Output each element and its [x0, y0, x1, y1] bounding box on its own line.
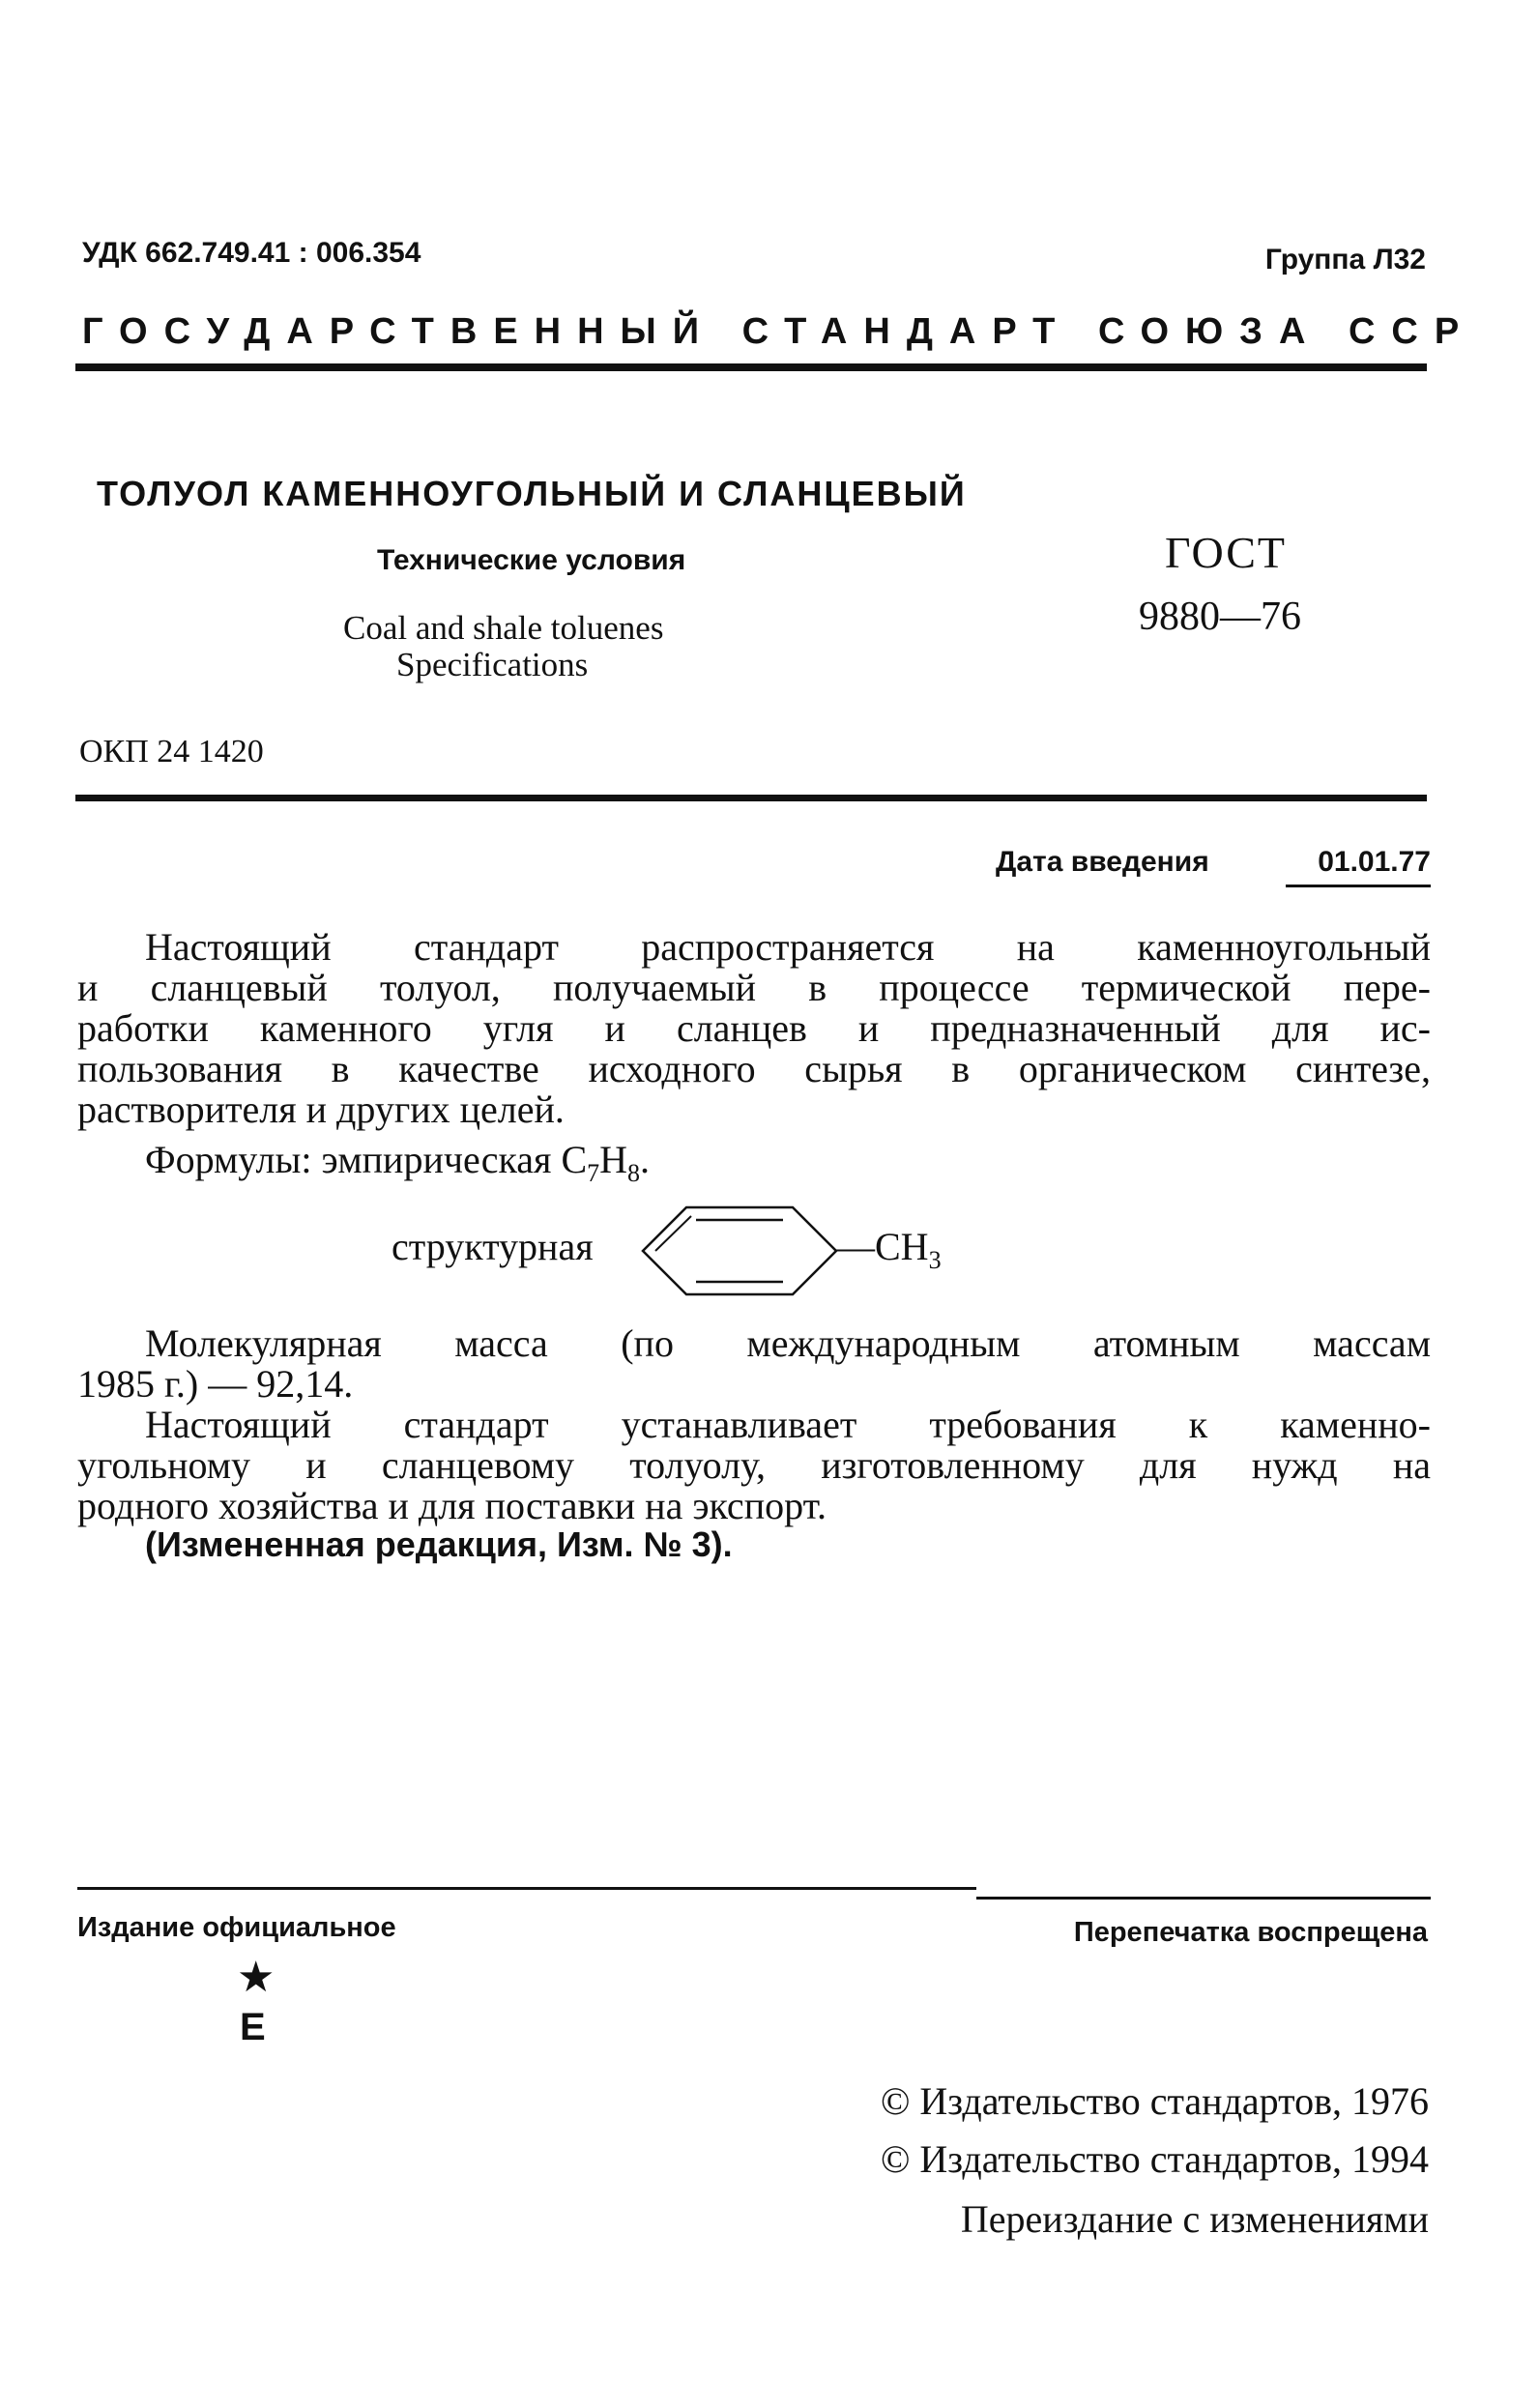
reissue-note: Переиздание с изменениями [960, 2197, 1429, 2241]
paragraph-line: Молекулярная масса (по международным атомным массам [145, 1321, 1431, 1365]
paragraph-line: и сланцевый толуол, получаемый в процессе термической пере- [77, 966, 1431, 1009]
paragraph-line: пользования в качестве исходного сырья в органическом синтезе, [77, 1047, 1431, 1090]
group-code: Группа Л32 [1264, 244, 1426, 276]
star-icon: ★ [237, 1954, 276, 2001]
subtitle-english-line1: Coal and shale toluenes [343, 609, 664, 647]
methyl-group-subscript: 3 [928, 1246, 942, 1274]
empirical-formula-h: H [599, 1138, 628, 1181]
empirical-formula-label: Формулы: эмпирическая [145, 1138, 552, 1181]
paragraph-line: угольному и сланцевому толуолу, изготовленному для нужд на [77, 1443, 1431, 1487]
official-edition-label: Издание официальное [77, 1912, 396, 1943]
copyright-1976: © Издательство стандартов, 1976 [880, 2079, 1429, 2123]
benzene-ring-diagram [638, 1203, 841, 1299]
footer-rule-right [976, 1897, 1431, 1900]
paragraph-line: родного хозяйства и для поставки на экспорт. [77, 1484, 827, 1527]
methyl-group-text: —CH [836, 1225, 929, 1268]
empirical-formula [145, 1138, 651, 1193]
document-title: ТОЛУОЛ КАМЕННОУГОЛЬНЫЙ И СЛАНЦЕВЫЙ [97, 474, 967, 513]
paragraph-line: растворителя и других целей. [77, 1088, 565, 1131]
intro-date-value: 01.01.77 [1286, 846, 1431, 887]
paragraph-line: Настоящий стандарт распространяется на каменноугольный [145, 925, 1431, 969]
header-rule [75, 363, 1427, 371]
edition-letter: Е [240, 2006, 266, 2048]
udk-code: УДК 662.749.41 : 006.354 [82, 237, 421, 269]
reprint-prohibited-label: Перепечатка воспрещена [1073, 1917, 1428, 1948]
empirical-formula-c-subscript: 7 [587, 1159, 600, 1187]
okp-code: ОКП 24 1420 [79, 734, 264, 769]
title-block-rule [75, 795, 1427, 801]
subtitle-english-line2: Specifications [396, 646, 589, 683]
paragraph-line: работки каменного угля и сланцев и предназначенный для ис- [77, 1006, 1431, 1050]
paragraph-line: 1985 г.) — 92,14. [77, 1362, 354, 1406]
structural-formula-label: структурная [392, 1225, 594, 1268]
state-standard-heading: ГОСУДАРСТВЕННЫЙ СТАНДАРТ СОЮЗА ССР [82, 311, 1476, 352]
paragraph-line: Настоящий стандарт устанавливает требования к каменно- [145, 1403, 1431, 1446]
empirical-formula-end: . [640, 1138, 651, 1181]
gost-label: ГОСТ [1165, 528, 1288, 577]
amendment-note: (Измененная редакция, Изм. № 3). [145, 1524, 733, 1564]
footer-rule-left [77, 1887, 976, 1890]
gost-number: 9880—76 [1139, 595, 1301, 639]
subtitle-russian: Технические условия [377, 544, 686, 576]
methyl-group [836, 1225, 942, 1280]
intro-date-label: Дата введения [996, 846, 1209, 878]
copyright-1994: © Издательство стандартов, 1994 [880, 2137, 1429, 2181]
empirical-formula-c: C [561, 1138, 588, 1181]
empirical-formula-h-subscript: 8 [627, 1159, 641, 1187]
